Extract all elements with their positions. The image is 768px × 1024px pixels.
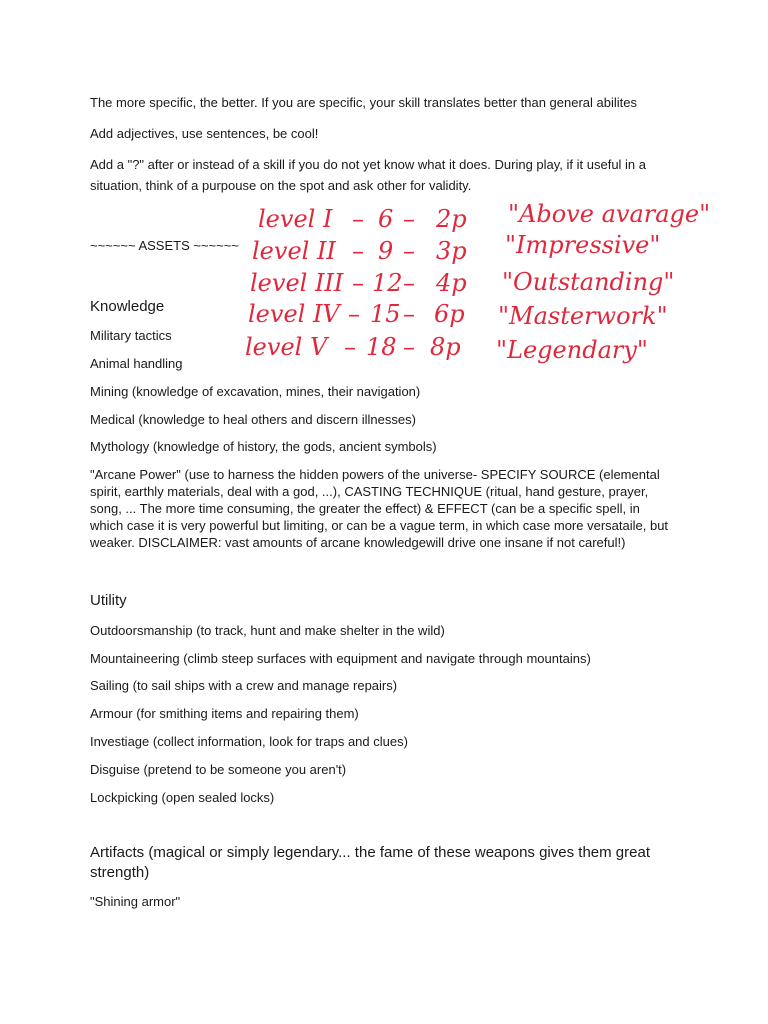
intro-line-2: Add adjectives, use sentences, be cool!: [90, 126, 319, 141]
hand-row: [250, 268, 674, 297]
intro-line-1: The more specific, the better. If you are specific, your skill translates better than general abilites: [90, 95, 637, 110]
hand-dash: –: [348, 300, 360, 328]
knowledge-item: Military tactics: [90, 328, 172, 343]
hand-number: 9: [378, 237, 394, 265]
hand-cost: 2p: [436, 205, 467, 233]
utility-item: Investiage (collect information, look for traps and clues): [90, 734, 408, 749]
utility-item: Armour (for smithing items and repairing them): [90, 706, 359, 721]
hand-dash: –: [344, 333, 356, 361]
hand-level: level II: [252, 237, 336, 265]
arcane-power-item: "Arcane Power" (use to harness the hidden powers of the universe- SPECIFY SOURCE (elemental spirit, earthly materials, deal with a god, ...), CASTING TECHNIQUE (ritual, hand gesture, prayer, song, ... The more time consuming, the greater the effect) & EFFECT (can be a specific spell, in which case it is very powerful but limiting, or can be a vague term, in which case more versataile, but weaker. DISCLAIMER: vast amounts of arcane knowledgewill drive one insane if not careful!): [90, 467, 669, 550]
hand-level: level III: [250, 269, 344, 297]
artifact-item: "Shining armor": [90, 894, 181, 909]
hand-label: "Legendary": [496, 336, 648, 364]
hand-cost: 3p: [436, 237, 467, 265]
hand-row: [252, 231, 660, 265]
hand-cost: 6p: [434, 300, 465, 328]
hand-level: level I: [258, 205, 333, 233]
utility-item: Lockpicking (open sealed locks): [90, 790, 275, 805]
utility-item: Disguise (pretend to be someone you aren't): [90, 762, 347, 777]
knowledge-item: Mining (knowledge of excavation, mines, their navigation): [90, 384, 421, 399]
hand-row: [258, 200, 710, 233]
hand-cost: 8p: [430, 333, 461, 361]
hand-number: 18: [366, 333, 397, 361]
hand-dash: –: [403, 269, 415, 297]
hand-label: "Impressive": [505, 231, 661, 259]
hand-label: "Masterwork": [498, 302, 668, 330]
utility-item: Mountaineering (climb steep surfaces with equipment and navigate through mountains): [90, 651, 591, 666]
hand-dash: –: [352, 205, 364, 233]
hand-level: level V: [245, 333, 328, 361]
hand-cost: 4p: [436, 269, 467, 297]
hand-dash: –: [403, 205, 415, 233]
knowledge-item: Mythology (knowledge of history, the gods, ancient symbols): [90, 439, 437, 454]
hand-label: "Outstanding": [502, 268, 675, 296]
hand-dash: –: [352, 237, 364, 265]
hand-level: level IV: [248, 300, 340, 328]
hand-number: 12: [372, 269, 403, 297]
knowledge-item: Animal handling: [90, 356, 183, 371]
utility-item: Sailing (to sail ships with a crew and manage repairs): [90, 678, 398, 693]
hand-dash: –: [403, 237, 415, 265]
hand-number: 6: [378, 205, 394, 233]
intro-line-3: Add a "?" after or instead of a skill if you do not yet know what it does. During play, if it useful in a situation, think of a purpouse on the spot and ask other for validity.: [90, 157, 647, 193]
knowledge-heading: Knowledge: [90, 298, 165, 315]
utility-heading: Utility: [90, 592, 127, 609]
hand-number: 15: [370, 300, 401, 328]
assets-heading: ~~~~~~ ASSETS ~~~~~~: [90, 238, 239, 253]
hand-row: [248, 300, 668, 330]
utility-item: Outdoorsmanship (to track, hunt and make shelter in the wild): [90, 623, 445, 638]
hand-dash: –: [352, 269, 364, 297]
hand-label: "Above avarage": [508, 200, 711, 228]
knowledge-item: Medical (knowledge to heal others and discern illnesses): [90, 412, 416, 427]
hand-dash: –: [403, 333, 415, 361]
hand-row: [245, 333, 648, 364]
artifacts-heading: Artifacts (magical or simply legendary... the fame of these weapons gives them great strength): [90, 844, 650, 881]
hand-dash: –: [403, 300, 415, 328]
